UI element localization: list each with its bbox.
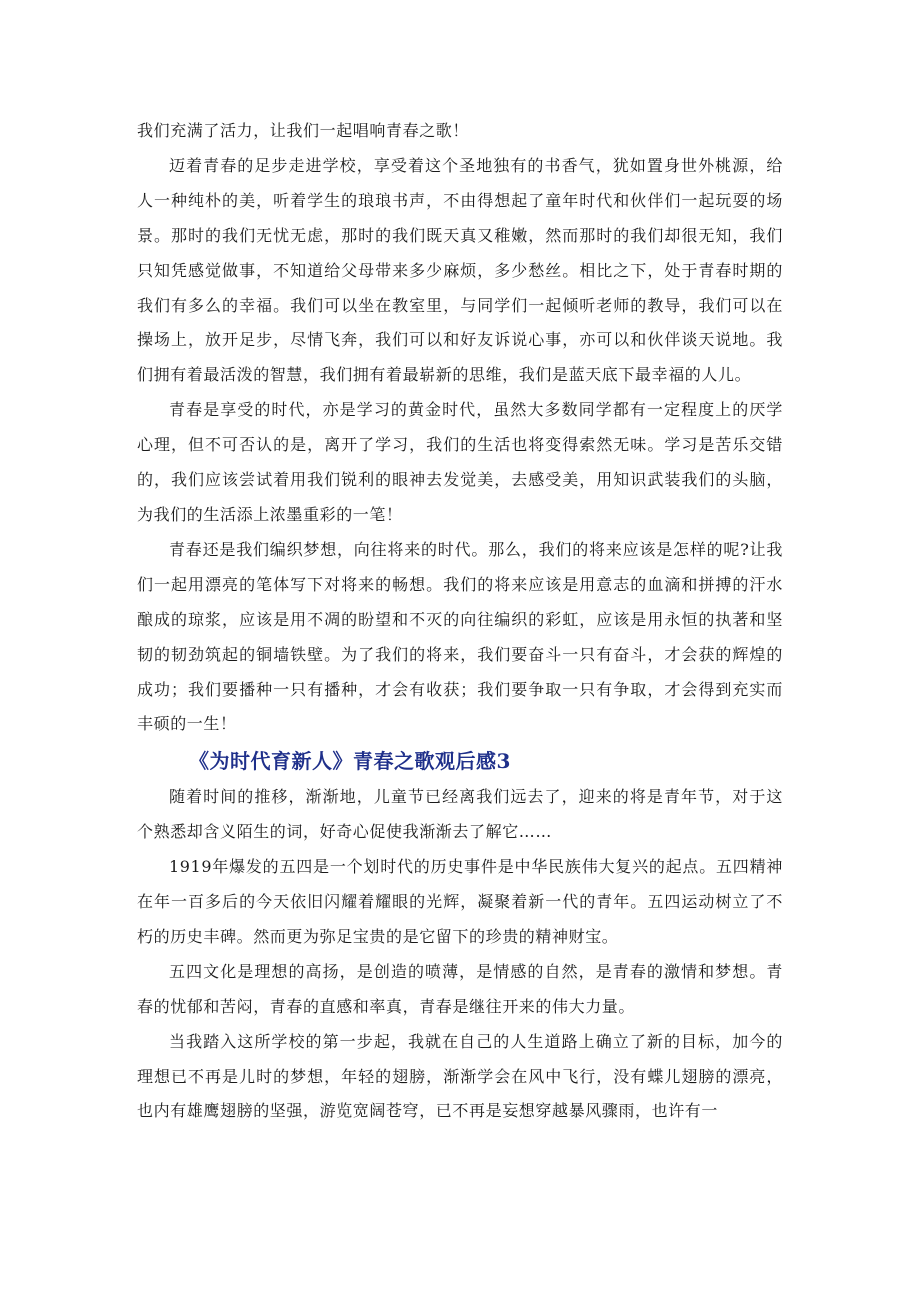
paragraph-study-era: 青春是享受的时代，亦是学习的黄金时代，虽然大多数同学都有一定程度上的厌学心理，但不可否认的是，离开了学习，我们的生活也将变得索然无味。学习是苦乐交错的，我们应该尝试着用我们锐利的眼神去发觉美，去感受美，用知识武装我们的头脑，为我们的生活添上浓墨重彩的一笔！ <box>137 400 783 524</box>
paragraph-school-memories: 迈着青春的足步走进学校，享受着这个圣地独有的书香气，犹如置身世外桃源，给人一种纯朴的美，听着学生的琅琅书声，不由得想起了童年时代和伙伴们一起玩耍的场景。那时的我们无忧无虑，那时的我们既天真又稚嫩，然而那时的我们却很无知，我们只知凭感觉做事，不知道给父母带来多少麻烦，多少愁丝。相比之下，处于青春时期的我们有多么的幸福。我们可以坐在教室里，与同学们一起倾听老师的教导，我们可以在操场上，放开足步，尽情飞奔，我们可以和好友诉说心事，亦可以和伙伴谈天说地。我们拥有着最活泼的智慧，我们拥有着最崭新的思维，我们是蓝天底下最幸福的人儿。 <box>137 155 783 385</box>
paragraph-continuation: 我们充满了活力，让我们一起唱响青春之歌！ <box>137 121 470 140</box>
section-heading: 《为时代育新人》青春之歌观后感3 <box>189 749 511 774</box>
paragraph-may-fourth: 1919年爆发的五四是一个划时代的历史事件是中华民族伟大复兴的起点。五四精神在年一百多后的今天依旧闪耀着耀眼的光辉，凝聚着新一代的青年。五四运动树立了不朽的历史丰碑。然而更为弥足宝贵的是它留下的珍贵的精神财宝。 <box>137 857 783 946</box>
paragraph-youth-day: 随着时间的推移，渐渐地，儿童节已经离我们远去了，迎来的将是青年节，对于这个熟悉却含义陌生的词，好奇心促使我渐渐去了解它…… <box>137 787 783 842</box>
paragraph-new-goals: 当我踏入这所学校的第一步起，我就在自己的人生道路上确立了新的目标，加今的理想已不再是儿时的梦想，年轻的翅膀，渐渐学会在风中飞行，没有蝶儿翅膀的漂亮，也内有雄鹰翅膀的坚强，游览宽阔苍穹，已不再是妄想穿越暴风骤雨，也许有一 <box>137 1031 783 1121</box>
paragraph-future-dreams: 青春还是我们编织梦想，向往将来的时代。那么，我们的将来应该是怎样的呢?让我们一起用漂亮的笔体写下对将来的畅想。我们的将来应该是用意志的血滴和拼搏的汗水酿成的琼浆，应该是用不凋的盼望和不灭的向往编织的彩虹，应该是用永恒的执著和坚韧的韧劲筑起的铜墙铁壁。为了我们的将来，我们要奋斗一只有奋斗，才会获的辉煌的成功；我们要播种一只有播种，才会有收获；我们要争取一只有争取，才会得到充实而丰硕的一生！ <box>137 539 783 734</box>
document-body <box>137 114 783 1129</box>
paragraph-may-fourth-culture: 五四文化是理想的高扬，是创造的喷薄，是情感的自然，是青春的激情和梦想。青春的忧郁和苦闷，青春的直感和率真，青春是继往开来的伟大力量。 <box>137 961 783 1016</box>
